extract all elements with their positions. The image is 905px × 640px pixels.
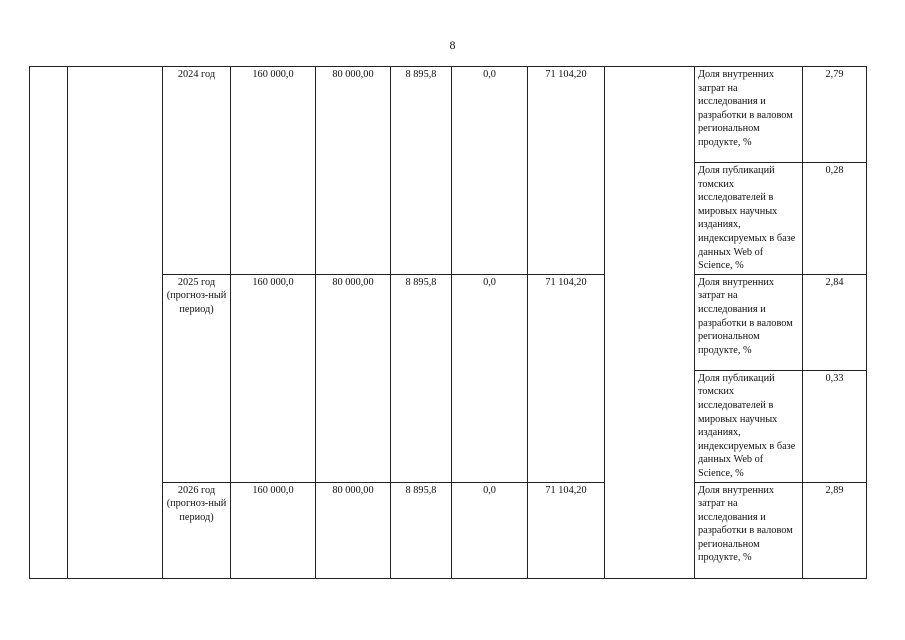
- indicator-name: Доля публикаций томских исследователей в мировых научных изданиях, индексируемых в базе данных Web of Science, %: [695, 370, 803, 482]
- year-cell: 2024 год: [163, 67, 231, 275]
- blank-cell-2: [68, 67, 163, 579]
- indicator-value: 0,33: [803, 370, 867, 482]
- total-cell: 160 000,0: [231, 274, 316, 482]
- total-cell: 160 000,0: [231, 482, 316, 578]
- table-row: [30, 67, 867, 163]
- indicator-value: 2,84: [803, 274, 867, 370]
- indicator-name: Доля публикаций томских исследователей в мировых научных изданиях, индексируемых в базе данных Web of Science, %: [695, 163, 803, 275]
- year-cell: 2026 год (прогноз-ный период): [163, 482, 231, 578]
- amount-cell: 8 895,8: [391, 67, 452, 275]
- amount-cell: 80 000,00: [316, 67, 391, 275]
- amount-cell: 71 104,20: [528, 67, 605, 275]
- total-cell: 160 000,0: [231, 67, 316, 275]
- amount-cell: 71 104,20: [528, 274, 605, 482]
- indicator-name: Доля внутренних затрат на исследования и разработки в валовом региональном продукте, %: [695, 274, 803, 370]
- blank-cell-3: [605, 67, 695, 579]
- indicator-value: 2,79: [803, 67, 867, 163]
- indicator-name: Доля внутренних затрат на исследования и разработки в валовом региональном продукте, %: [695, 482, 803, 578]
- indicator-name: Доля внутренних затрат на исследования и разработки в валовом региональном продукте, %: [695, 67, 803, 163]
- budget-table: [29, 66, 867, 579]
- amount-cell: 0,0: [452, 482, 528, 578]
- amount-cell: 80 000,00: [316, 274, 391, 482]
- amount-cell: 0,0: [452, 67, 528, 275]
- page-number: 8: [449, 38, 456, 52]
- year-cell: 2025 год (прогноз-ный период): [163, 274, 231, 482]
- indicator-value: 2,89: [803, 482, 867, 578]
- amount-cell: 71 104,20: [528, 482, 605, 578]
- indicator-value: 0,28: [803, 163, 867, 275]
- amount-cell: 8 895,8: [391, 482, 452, 578]
- blank-cell-1: [30, 67, 68, 579]
- amount-cell: 0,0: [452, 274, 528, 482]
- amount-cell: 8 895,8: [391, 274, 452, 482]
- amount-cell: 80 000,00: [316, 482, 391, 578]
